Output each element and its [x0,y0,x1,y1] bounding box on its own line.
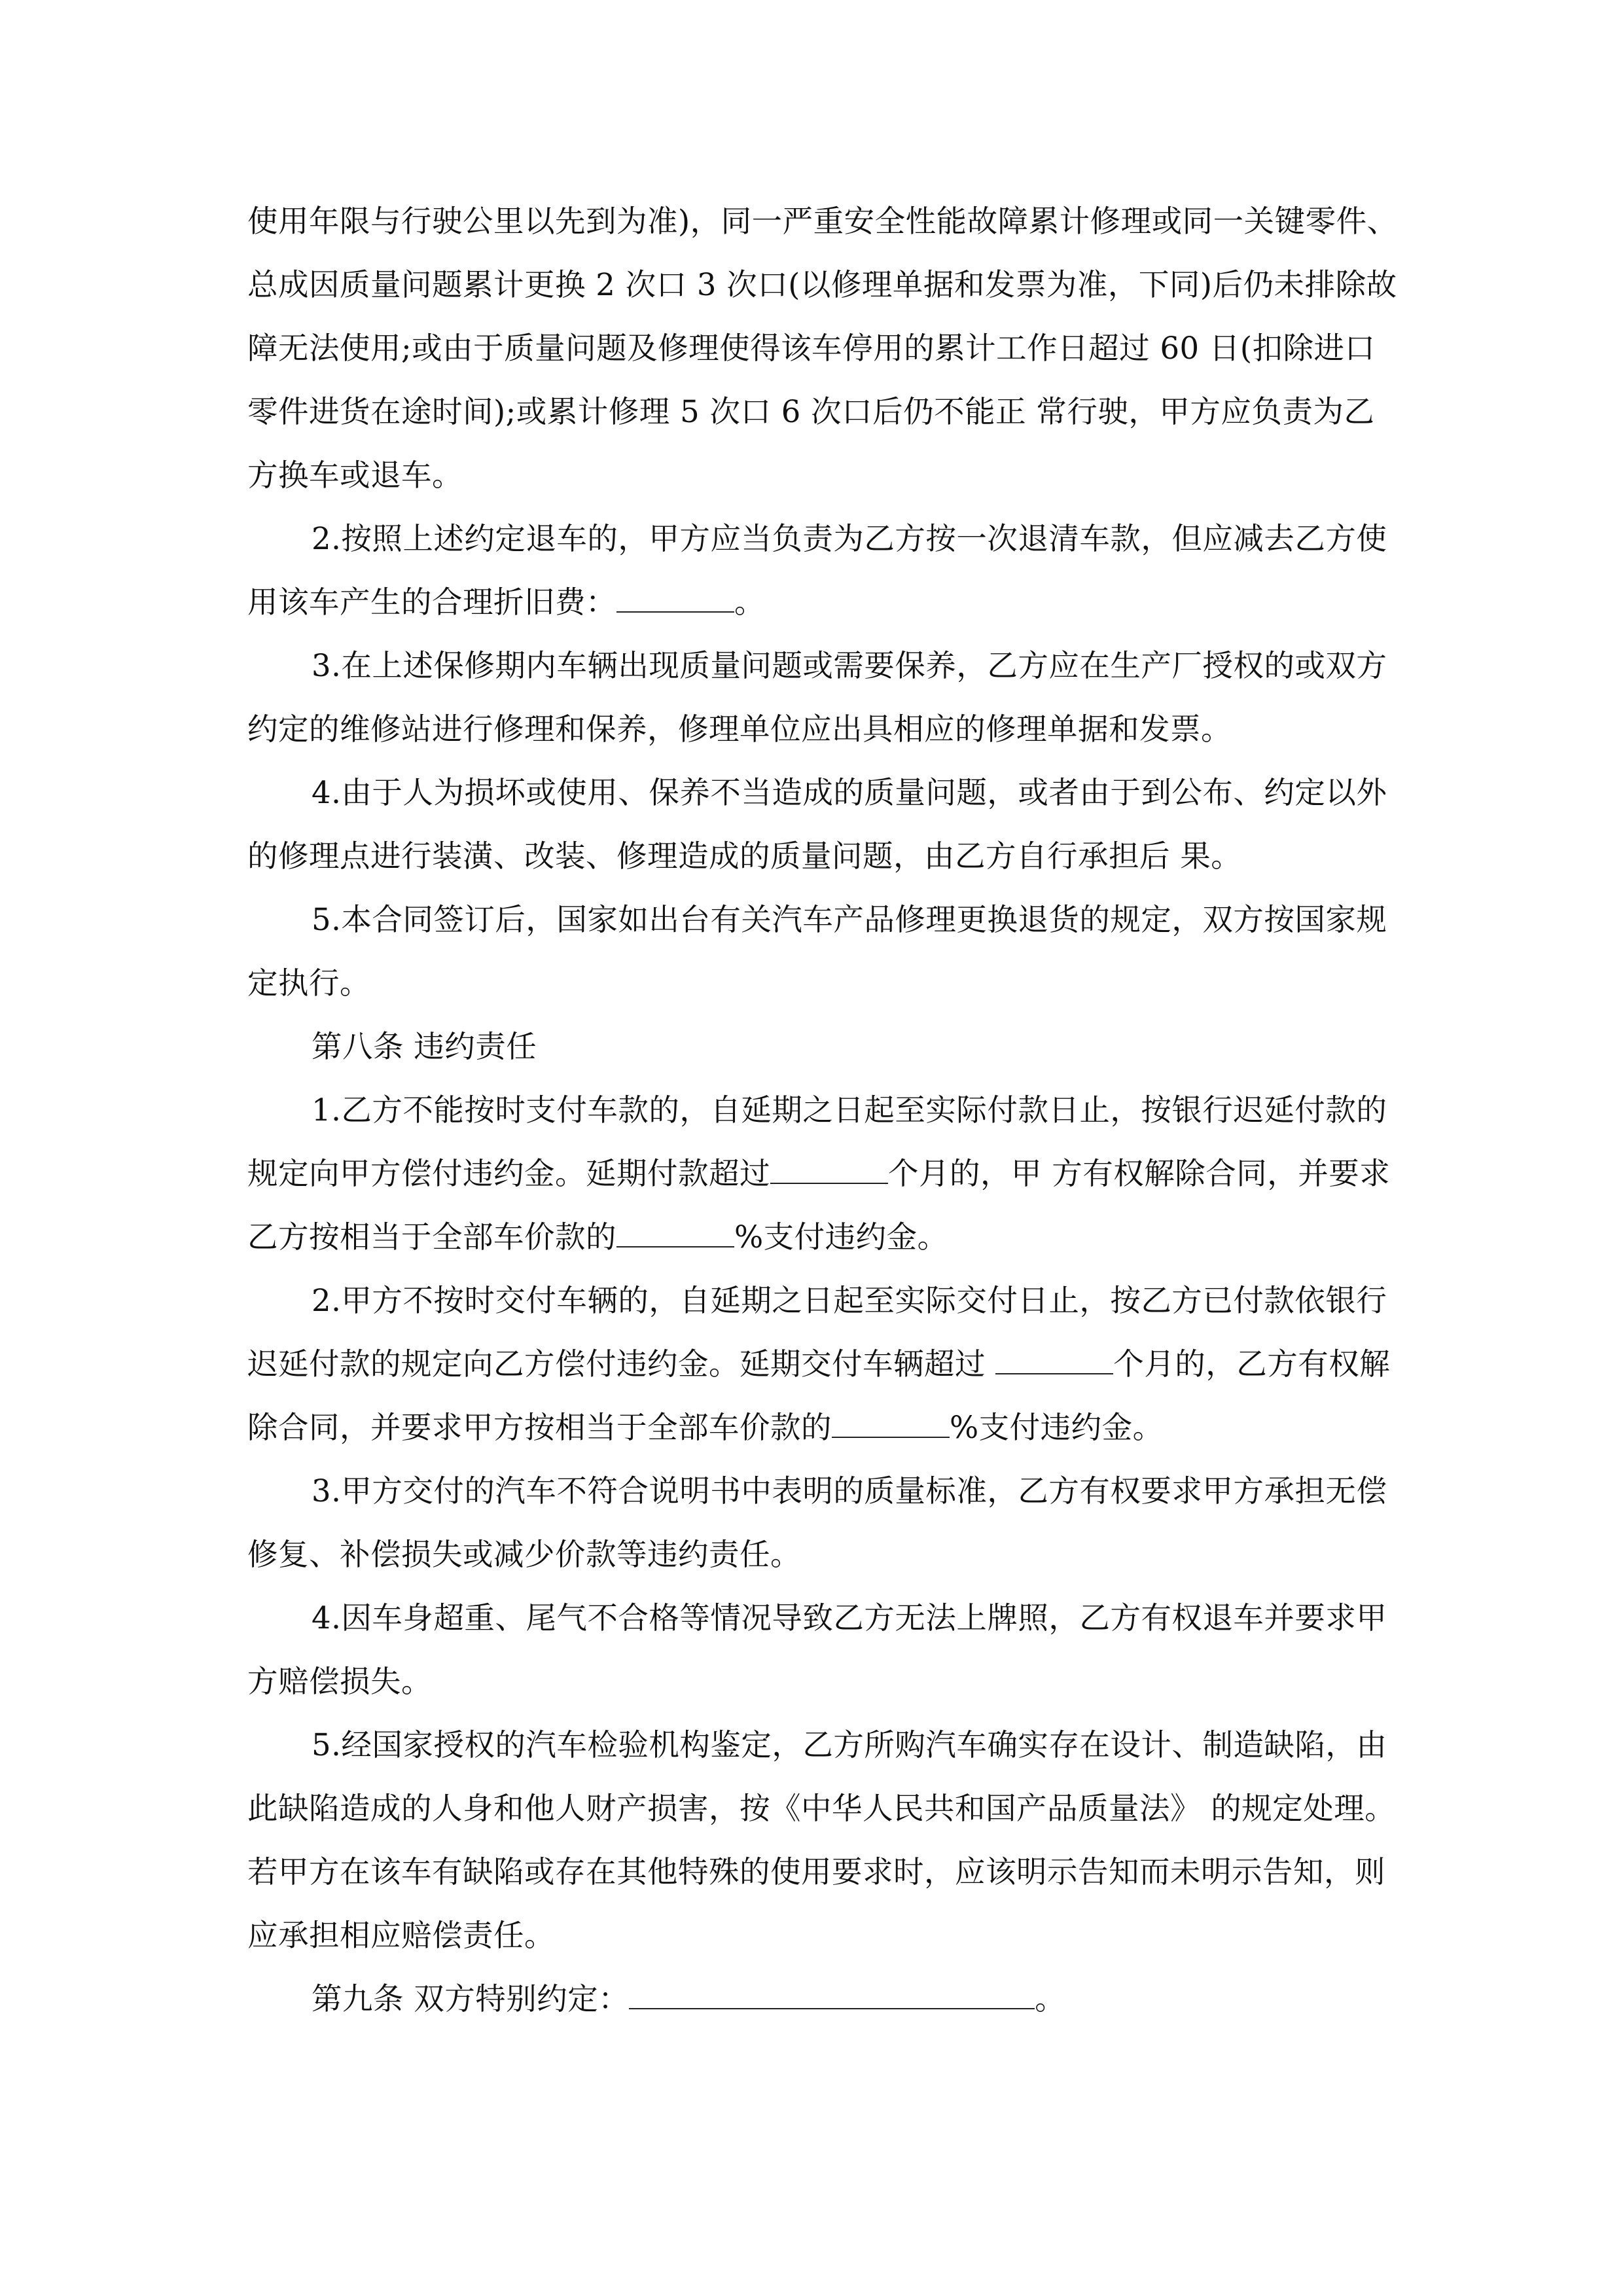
text-segment: %支付违约金。 [734,1219,948,1255]
paragraph-defect-liability: 5.经国家授权的汽车检验机构鉴定，乙方所购汽车确实存在设计、制造缺陷，由此缺陷造成的人身和他人财产损害，按《中华人民共和国产品质量法》 的规定处理。若甲方在该车有缺陷或存在其他特殊的使用要求时，应该明示告知而未明示告知，则应承担相应赔偿责任。 [247,1727,1396,1953]
text-segment: 个月的，乙方有权解除合同，并要求甲方按相当于全部车价款的 [247,1346,1391,1445]
text-segment: 。 [734,584,765,620]
paragraph-buyer-late-payment [247,1079,1399,1269]
fill-blank-special-agreement[interactable] [629,1988,1035,2009]
document-page [247,190,1399,2031]
section-heading-article-9 [247,1967,1399,2031]
text-segment: 1.乙方不能按时支付车款的，自延期之日起至实际付款日止，按银行迟延付款的规定向甲方偿付违约金。延期付款超过 [247,1092,1387,1191]
text-segment: 2.按照上述约定退车的，甲方应当负责为乙方按一次退清车款，但应减去乙方使用该车产生的合理折旧费： [247,521,1387,620]
fill-blank-months[interactable] [770,1163,888,1184]
fill-blank-percent[interactable] [616,1227,734,1247]
text-segment: 第九条 双方特别约定： [312,1981,630,2017]
paragraph-seller-late-delivery [247,1269,1399,1460]
paragraph-quality-standard: 3.甲方交付的汽车不符合说明书中表明的质量标准，乙方有权要求甲方承担无偿修复、补偿损失或减少价款等违约责任。 [247,1473,1387,1572]
paragraph-national-regulations: 5.本合同签订后，国家如出台有关汽车产品修理更换退货的规定，双方按国家规定执行。 [247,902,1387,1001]
text-segment: 。 [1035,1981,1066,2017]
fill-blank-months[interactable] [995,1354,1113,1374]
paragraph-registration-failure: 4.因车身超重、尾气不合格等情况导致乙方无法上牌照，乙方有权退车并要求甲方赔偿损失。 [247,1600,1387,1699]
text-segment: %支付违约金。 [950,1410,1164,1445]
paragraph-warranty-continued: 使用年限与行驶公里以先到为准)，同一严重安全性能故障累计修理或同一关键零件、总成因质量问题累计更换 2 次口 3 次口(以修理单据和发票为准，下同)后仍未排除故障无法使用;或由于质量问题及修理使得该车停用的累计工作日超过 60 日(扣除进口零件进货在途时间);或累计修理 5 次口 6 次口后仍不能正 常行驶，甲方应负责为乙方换车或退车。 [247,204,1398,493]
text-segment: 个月的，甲 方有权解除合同，并要求乙方按相当于全部车价款的 [247,1156,1391,1255]
section-heading-article-8: 第八条 违约责任 [312,1029,537,1064]
text-segment: 2.甲方不按时交付车辆的，自延期之日起至实际交付日止，按乙方已付款依银行迟延付款的规定向乙方偿付违约金。延期交付车辆超过 [247,1283,1387,1382]
paragraph-repair-maintenance: 3.在上述保修期内车辆出现质量问题或需要保养，乙方应在生产厂授权的或双方约定的维修站进行修理和保养，修理单位应出具相应的修理单据和发票。 [247,648,1387,747]
fill-blank-depreciation[interactable] [616,592,734,613]
paragraph-refund-depreciation [247,507,1399,634]
fill-blank-percent[interactable] [832,1417,950,1438]
paragraph-improper-use: 4.由于人为损坏或使用、保养不当造成的质量问题，或者由于到公布、约定以外的修理点进行装潢、改装、修理造成的质量问题，由乙方自行承担后 果。 [247,775,1387,874]
